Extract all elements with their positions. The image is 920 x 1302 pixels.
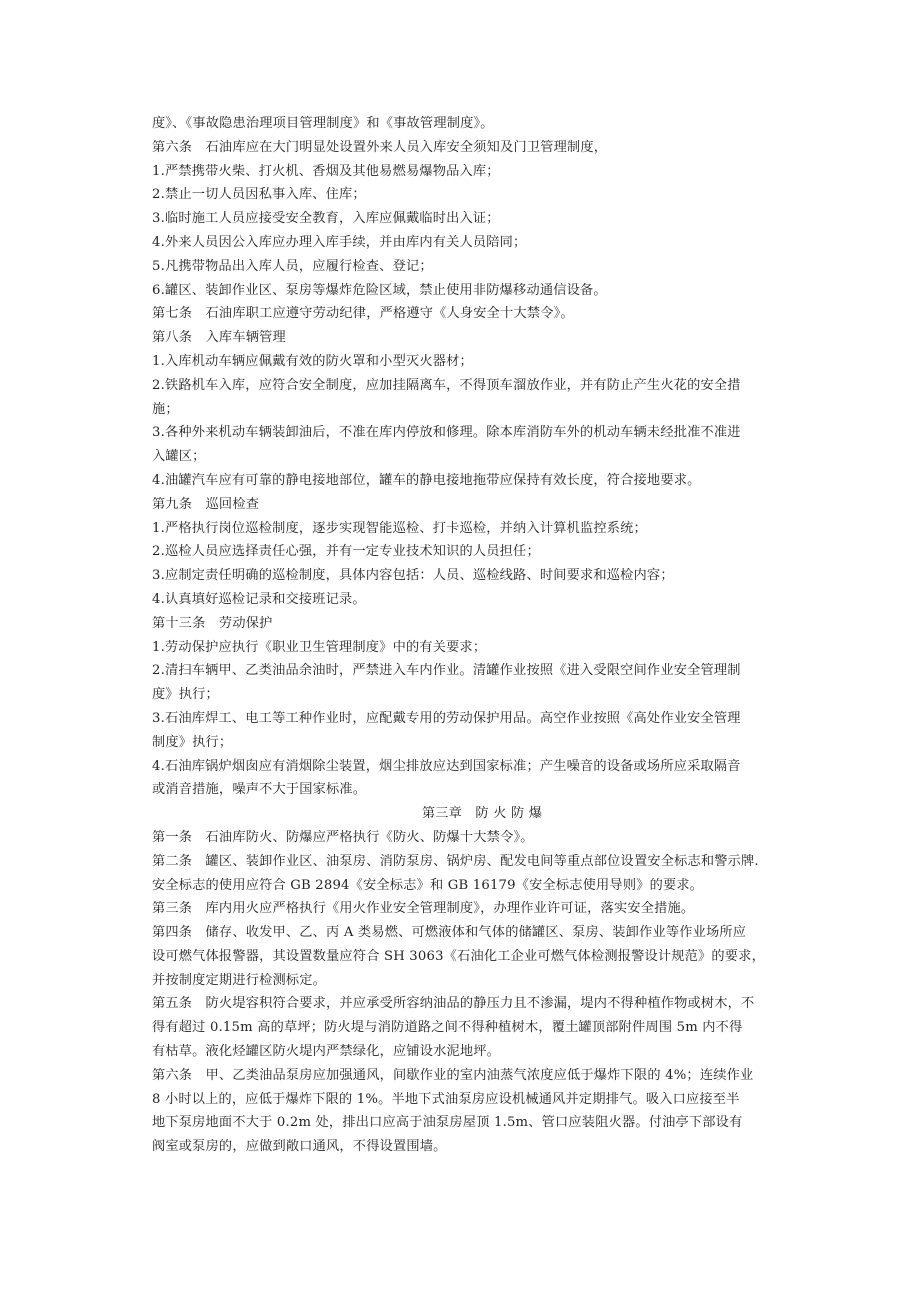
text-line: 安全标志的使用应符合 GB 2894《安全标志》和 GB 16179《安全标志使用导则》的要求。: [152, 877, 704, 893]
text-line: 第一条 石油库防火、防爆应严格执行《防火、防爆十大禁令》。: [152, 829, 534, 845]
text-line: 度》执行；: [152, 687, 219, 703]
text-line: 2.铁路机车入库，应符合安全制度，应加挂隔离车，不得顶车溜放作业，并有防止产生火花的安全措: [152, 377, 741, 393]
text-line: 3.应制定责任明确的巡检制度，具体内容包括：人员、巡检线路、时间要求和巡检内容；: [152, 568, 674, 584]
text-line: 4.认真填好巡检记录和交接班记录。: [152, 591, 366, 607]
document-body: [152, 112, 772, 1159]
text-line: 3.各种外来机动车辆装卸油后，不准在库内停放和修理。除本库消防车外的机动车辆未经批准不准进: [152, 425, 741, 441]
text-line: 第三条 库内用火应严格执行《用火作业安全管理制度》，办理作业许可证，落实安全措施。: [152, 901, 695, 917]
text-line: 2.禁止一切人员因私事入库、住库；: [152, 187, 366, 203]
text-line: 制度》执行；: [152, 734, 233, 750]
text-line: 有枯草。液化烃罐区防火堤内严禁绿化，应铺设水泥地坪。: [152, 1044, 501, 1060]
text-line: 1.入库机动车辆应佩戴有效的防火罩和小型灭火器材；: [152, 353, 473, 369]
text-line: 第六条 甲、乙类油品泵房应加强通风，间歇作业的室内油蒸气浓度应低于爆炸下限的 4%；连续作业: [152, 1067, 754, 1083]
text-line: 地下泵房地面不大于 0.2m 处，排出口应高于油泵房屋顶 1.5m、管口应装阻火器。付油亭下部设有: [152, 1115, 743, 1131]
text-line: 第二条 罐区、装卸作业区、油泵房、消防泵房、锅炉房、配发电间等重点部位设置安全标志和警示牌.: [152, 853, 759, 869]
text-line: 度》、《事故隐患治理项目管理制度》和《事故管理制度》。: [152, 116, 494, 131]
text-line: 阀室或泵房的，应做到敞口通风，不得设置围墙。: [152, 1139, 447, 1155]
text-line: 1.严禁携带火柴、打火机、香烟及其他易燃易爆物品入库；: [152, 163, 500, 179]
text-line: 4.外来人员因公入库应办理入库手续，并由库内有关人员陪同；: [152, 234, 527, 250]
text-line: 施；: [152, 401, 179, 417]
text-line: 2.巡检人员应选择责任心强，并有一定专业技术知识的人员担任；: [152, 544, 540, 560]
text-line: 设可燃气体报警器，其设置数量应符合 SH 3063《石油化工企业可燃气体检测报警设计规范》的要求，: [152, 948, 765, 964]
text-line: 6.罐区、装卸作业区、泵房等爆炸危险区域，禁止使用非防爆移动通信设备。: [152, 282, 607, 298]
text-line: 第六条 石油库应在大门明显处设置外来人员入库安全须知及门卫管理制度，: [152, 139, 608, 155]
text-line: 8 小时以上的，应低于爆炸下限的 1%。半地下式油泵房应设机械通风并定期排气。吸入口应接至半: [152, 1091, 740, 1107]
text-line: 4.石油库锅炉烟囱应有消烟除尘装置，烟尘排放应达到国家标准；产生噪音的设备或场所应采取隔音: [152, 758, 741, 774]
text-line: 并按制度定期进行检测标定。: [152, 972, 327, 988]
text-line: 2.清扫车辆甲、乙类油品余油时，严禁进入车内作业。清罐作业按照《进入受限空间作业安全管理制: [152, 663, 741, 679]
text-line: 第九条 巡回检查: [152, 496, 260, 512]
text-line: 4.油罐汽车应有可靠的静电接地部位，罐车的静电接地拖带应保持有效长度，符合接地要求。: [152, 472, 701, 488]
text-line: 1.严格执行岗位巡检制度，逐步实现智能巡检、打卡巡检，并纳入计算机监控系统；: [152, 520, 647, 536]
text-line: 第十三条 劳动保护: [152, 615, 273, 631]
text-line: 入罐区；: [152, 449, 206, 465]
text-line: 第五条 防火堤容积符合要求，并应承受所容纳油品的静压力且不渗漏，堤内不得种植作物或树木，不: [152, 996, 755, 1012]
text-line: 第四条 储存、收发甲、乙、丙 A 类易燃、可燃液体和气体的储罐区、泵房、装卸作业等作业场所应: [152, 925, 747, 941]
text-line: 第八条 入库车辆管理: [152, 330, 286, 346]
text-line: 3.石油库焊工、电工等工种作业时，应配戴专用的劳动保护用品。高空作业按照《高处作业安全管理: [152, 710, 741, 726]
text-line: 3.临时施工人员应接受安全教育，入库应佩戴临时出入证；: [152, 211, 500, 227]
text-line: 得有超过 0.15m 高的草坪；防火堤与消防道路之间不得种植树木，覆土罐顶部附件周围 5m 内不得: [152, 1020, 743, 1036]
text-line: 或消音措施，噪声不大于国家标准。: [152, 782, 367, 798]
text-line: 5.凡携带物品出入库人员，应履行检查、登记；: [152, 258, 433, 274]
text-line: 第七条 石油库职工应遵守劳动纪律，严格遵守《人身安全十大禁令》。: [152, 306, 574, 322]
chapter-heading: 第三章 防 火 防 爆: [421, 806, 543, 822]
text-line: 1.劳动保护应执行《职业卫生管理制度》中的有关要求；: [152, 639, 487, 655]
